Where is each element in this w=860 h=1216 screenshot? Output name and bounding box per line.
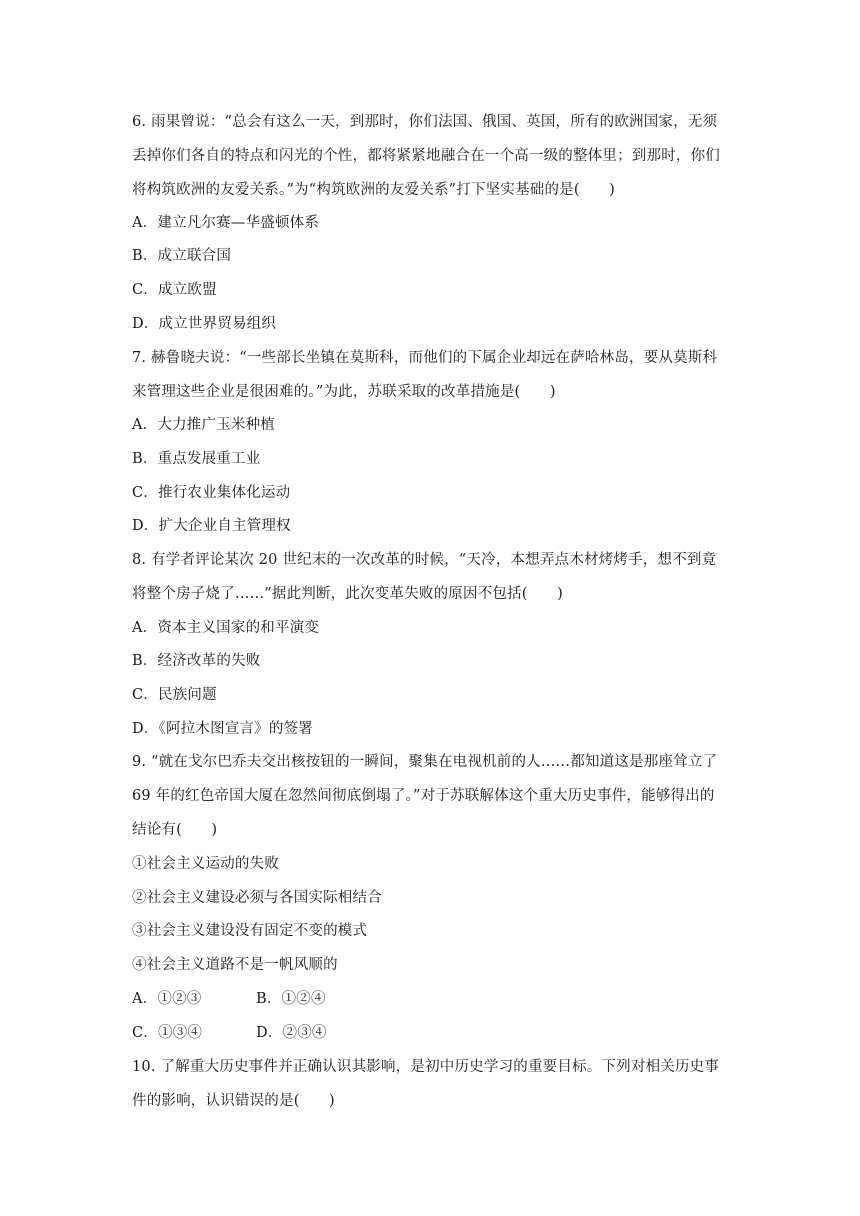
question-7-option-d: D．扩大企业自主管理权 — [132, 518, 291, 534]
question-10-stem-line-1: 10. 了解重大历史事件并正确认识其影响，是初中历史学习的重要目标。下列对相关历史事 — [132, 1059, 720, 1075]
question-6-stem-line-1: 6. 雨果曾说：“总会有这么一天，到那时，你们法国、俄国、英国，所有的欧洲国家，无须 — [132, 114, 718, 130]
question-7-stem-line-2: 来管理这些企业是很困难的。”为此，苏联采取的改革措施是( ) — [132, 384, 556, 400]
question-6-option-a: A．建立凡尔赛—华盛顿体系 — [132, 215, 320, 231]
question-9-option-b: B．①②④ — [256, 991, 326, 1007]
question-8-stem-line-2: 将整个房子烧了……”据此判断，此次变革失败的原因不包括( ) — [132, 586, 563, 602]
question-8-option-a: A．资本主义国家的和平演变 — [132, 620, 320, 636]
question-7-stem-line-1: 7. 赫鲁晓夫说：“一些部长坐镇在莫斯科，而他们的下属企业却远在萨哈林岛，要从莫斯科 — [132, 350, 718, 366]
question-6-option-c: C．成立欧盟 — [132, 282, 217, 298]
question-10-stem-line-2: 件的影响，认识错误的是( ) — [132, 1093, 335, 1109]
question-9-options-row-2 — [132, 1023, 327, 1043]
question-7-option-a: A．大力推广玉米种植 — [132, 417, 275, 433]
question-9-option-a: A．①②③ — [132, 991, 202, 1007]
question-8-option-b: B．经济改革的失败 — [132, 653, 261, 669]
question-7-option-b: B．重点发展重工业 — [132, 451, 261, 467]
question-6-stem-line-2: 丢掉你们各自的特点和闪光的个性，都将紧紧地融合在一个高一级的整体里；到那时，你们 — [132, 148, 720, 164]
question-9-statement-1: ①社会主义运动的失败 — [132, 856, 279, 872]
question-7-option-c: C．推行农业集体化运动 — [132, 485, 291, 501]
question-9-stem-line-2: 69 年的红色帝国大厦在忽然间彻底倒塌了。”对于苏联解体这个重大历史事件，能够得出的 — [132, 788, 715, 804]
question-9-option-c: C．①③④ — [132, 1025, 203, 1041]
question-9-statement-4: ④社会主义道路不是一帆风顺的 — [132, 957, 338, 973]
question-8-option-d: D．《阿拉木图宣言》的签署 — [132, 721, 313, 737]
question-8-stem-line-1: 8. 有学者评论某次 20 世纪末的一次改革的时候，“天冷，本想弄点木材烤烤手，想不到竟 — [132, 552, 717, 568]
question-9-statement-2: ②社会主义建设必须与各国实际相结合 — [132, 890, 382, 906]
question-9-option-d: D．②③④ — [256, 1025, 327, 1041]
question-6-option-d: D．成立世界贸易组织 — [132, 316, 277, 332]
question-9-stem-line-1: 9. “就在戈尔巴乔夫交出核按钮的一瞬间，聚集在电视机前的人……都知道这是那座耸立了 — [132, 754, 718, 770]
question-9-stem-line-3: 结论有( ) — [132, 822, 218, 838]
question-9-statement-3: ③社会主义建设没有固定不变的模式 — [132, 923, 368, 939]
question-8-option-c: C．民族问题 — [132, 687, 217, 703]
question-6-stem-line-3: 将构筑欧洲的友爱关系。”为“构筑欧洲的友爱关系”打下坚实基础的是( ) — [132, 182, 615, 198]
question-6-option-b: B．成立联合国 — [132, 248, 232, 264]
question-9-options-row-1 — [132, 989, 326, 1009]
